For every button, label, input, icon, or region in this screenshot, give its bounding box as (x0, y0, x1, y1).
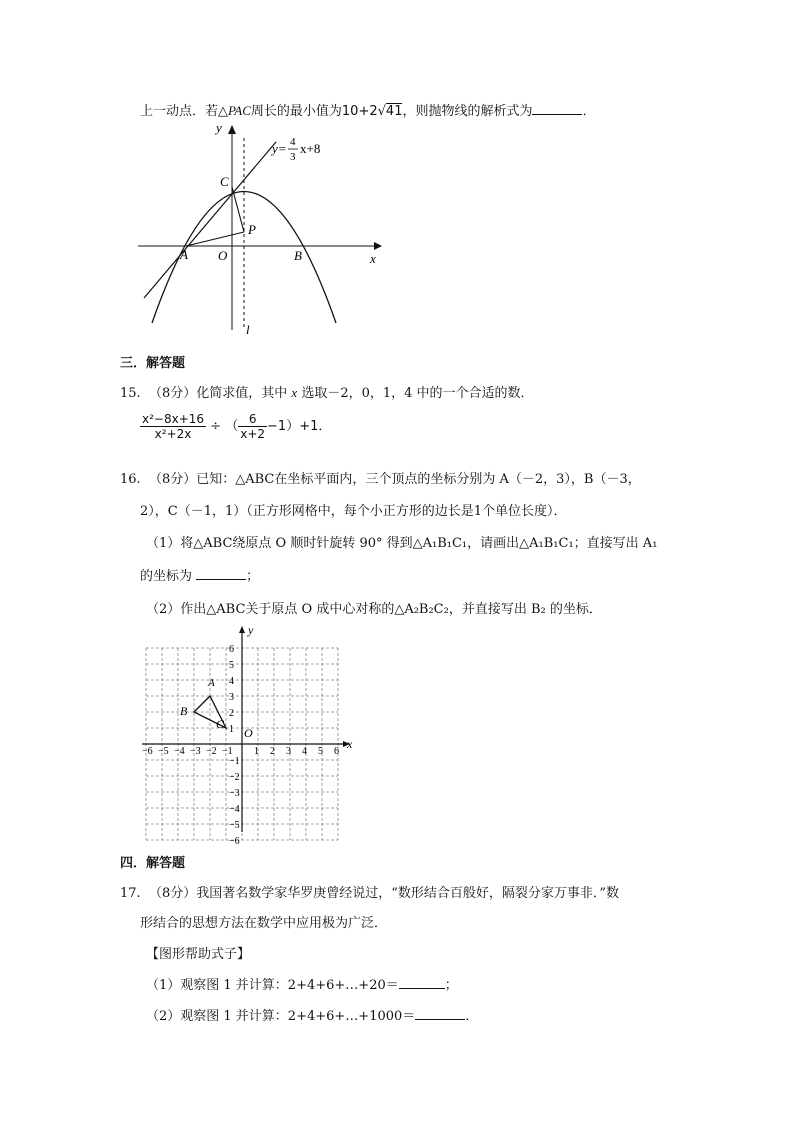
q15-divide: ÷ (210, 419, 222, 434)
q14-text-1: 上一动点．若△ (140, 104, 228, 119)
q14-value: 10+2 (341, 104, 378, 119)
grid-x-label: x (347, 737, 353, 751)
q14-text-3: ，则抛物线的解析式为 (402, 104, 533, 119)
grid-point-b: B (180, 704, 188, 718)
q17-part-1-end: ； (444, 978, 458, 993)
grid-x-tick-label: 6 (334, 746, 339, 757)
grid-tick-labels (142, 644, 339, 847)
q16-part-1b-text: 的坐标为 (140, 569, 193, 584)
coordinate-grid-figure (138, 623, 368, 847)
q15-f2-num: 6 (238, 412, 267, 427)
grid-x-tick-label: 2 (270, 746, 275, 757)
q14-text-2: 周长的最小值为 (250, 104, 342, 119)
section-3-heading: 三．解答题 (120, 356, 186, 371)
x-axis-arrow (374, 242, 382, 250)
q15-text-2: 选取－2，0，1，4 中的一个合适的数． (301, 386, 534, 401)
grid-x-tick-label: 1 (254, 746, 259, 757)
q16-number: 16. (120, 472, 141, 487)
section-4-heading: 四．解答题 (120, 856, 186, 871)
q15-paren: （ (225, 419, 239, 434)
line-eq-y: y= (272, 141, 287, 156)
graph1-y-label: y (216, 120, 222, 135)
q17-part-2-text: （2）观察图 1 并计算：2+4+6+…+1000＝ (146, 1009, 416, 1024)
grid-x-tick-label: −4 (174, 746, 185, 757)
q15-fraction-1 (140, 412, 206, 441)
grid-point-c: C (216, 717, 225, 731)
q17-heading: 【图形帮助式子】 (146, 947, 251, 962)
point-a-label: A (180, 247, 188, 262)
graph1-x-label: x (370, 251, 376, 266)
parabola-figure (130, 120, 390, 340)
grid-x-tick-label: −2 (206, 746, 217, 757)
q15-tail: −1）+1． (267, 419, 332, 434)
grid-y-tick-label: 5 (229, 660, 234, 671)
grid-x-tick-label: −6 (142, 746, 153, 757)
grid-x-tick-label: −5 (158, 746, 169, 757)
q17-blank-2[interactable] (415, 1007, 465, 1020)
q17-part-1-text: （1）观察图 1 并计算：2+4+6+…+20＝ (146, 978, 399, 993)
line-eq-num: 4 (290, 136, 296, 148)
grid-x-tick-label: −3 (190, 746, 201, 757)
grid-y-tick-label: 2 (229, 708, 234, 719)
grid-y-arrow (239, 626, 245, 633)
q14-end: ． (582, 104, 596, 119)
line-l-label: l (246, 322, 250, 337)
grid-point-a: A (208, 677, 215, 689)
q15-text: 化简求值，其中 (196, 386, 288, 401)
q17-part-1 (146, 974, 458, 993)
q14-pac: PAC (228, 103, 251, 118)
point-b-label: B (294, 248, 302, 263)
line-eq-den: 3 (290, 151, 296, 163)
grid-y-tick-label: −2 (229, 772, 240, 783)
grid-y-tick-label: −3 (229, 788, 240, 799)
q15-line (120, 382, 534, 401)
grid-y-tick-label: −6 (229, 836, 240, 847)
q15-var: x (291, 385, 298, 400)
grid-x-tick-label: 5 (318, 746, 323, 757)
q17-text-1: 我国著名数学家华罗庚曾经说过，“数形结合百般好，隔裂分家万事非．”数 (196, 886, 620, 901)
q17-line-2: 形结合的思想方法在数学中应用极为广泛． (140, 916, 388, 931)
q15-fraction-2 (238, 412, 267, 441)
q14-sqrt: √41 (377, 104, 403, 119)
q15-score: （8分） (148, 386, 197, 401)
q16-part-1b (140, 565, 259, 584)
grid-y-label: y (248, 623, 254, 637)
q17-blank-1[interactable] (399, 976, 445, 989)
q17-part-2 (146, 1005, 478, 1024)
q14-line (140, 100, 596, 119)
point-c-label: C (220, 174, 229, 189)
q15-number: 15. (120, 386, 141, 401)
q17-line-1 (120, 882, 619, 901)
q16-part-1a: （1）将△ABC绕原点 O 顺时针旋转 90° 得到△A₁B₁C₁，请画出△A₁B₁C₁；直接写出 A₁ (146, 536, 658, 551)
grid-y-tick-label: −4 (229, 804, 240, 815)
q16-text-1: 已知：△ABC在坐标平面内，三个顶点的坐标分别为 A（－2，3），B（－3， (196, 472, 641, 487)
q15-f2-den: x+2 (240, 427, 266, 441)
grid-y-tick-label: 1 (229, 724, 234, 735)
line-eq-tail: x+8 (300, 141, 321, 156)
grid-x-tick-label: 4 (302, 746, 307, 757)
q17-part-2-end: ． (465, 1009, 479, 1024)
q15-f1-num: x²−8x+16 (142, 412, 205, 426)
q14-answer-blank[interactable] (532, 102, 582, 115)
q16-answer-blank[interactable] (196, 567, 246, 580)
q17-score: （8分） (148, 886, 197, 901)
y-axis-arrow (228, 125, 236, 134)
grid-y-tick-label: 6 (229, 644, 234, 655)
q16-line-1 (120, 468, 641, 487)
grid-y-tick-label: 4 (229, 676, 234, 687)
q16-part-2: （2）作出△ABC关于原点 O 成中心对称的△A₂B₂C₂，并直接写出 B₂ 的坐标． (146, 602, 602, 617)
point-p-label: P (248, 222, 256, 237)
grid-origin: O (244, 726, 253, 740)
grid-y-tick-label: 3 (229, 692, 234, 703)
q16-score: （8分） (148, 472, 197, 487)
q17-number: 17. (120, 886, 141, 901)
q16-line-2: 2），C（－1，1）（正方形网格中，每个小正方形的边长是1个单位长度）． (140, 504, 567, 519)
grid-y-tick-label: −5 (229, 820, 240, 831)
q15-f1-den: x²+2x (154, 427, 192, 441)
origin-label: O (218, 248, 228, 263)
q16-part-1b-end: ； (246, 569, 260, 584)
grid-x-tick-label: −1 (222, 746, 233, 757)
line-ac (144, 142, 276, 298)
grid-y-tick-label: −1 (229, 756, 240, 767)
segment-cp (232, 187, 244, 232)
grid-x-tick-label: 3 (286, 746, 291, 757)
q15-expression (140, 412, 331, 441)
q14-sqrt-arg: 41 (385, 104, 403, 119)
